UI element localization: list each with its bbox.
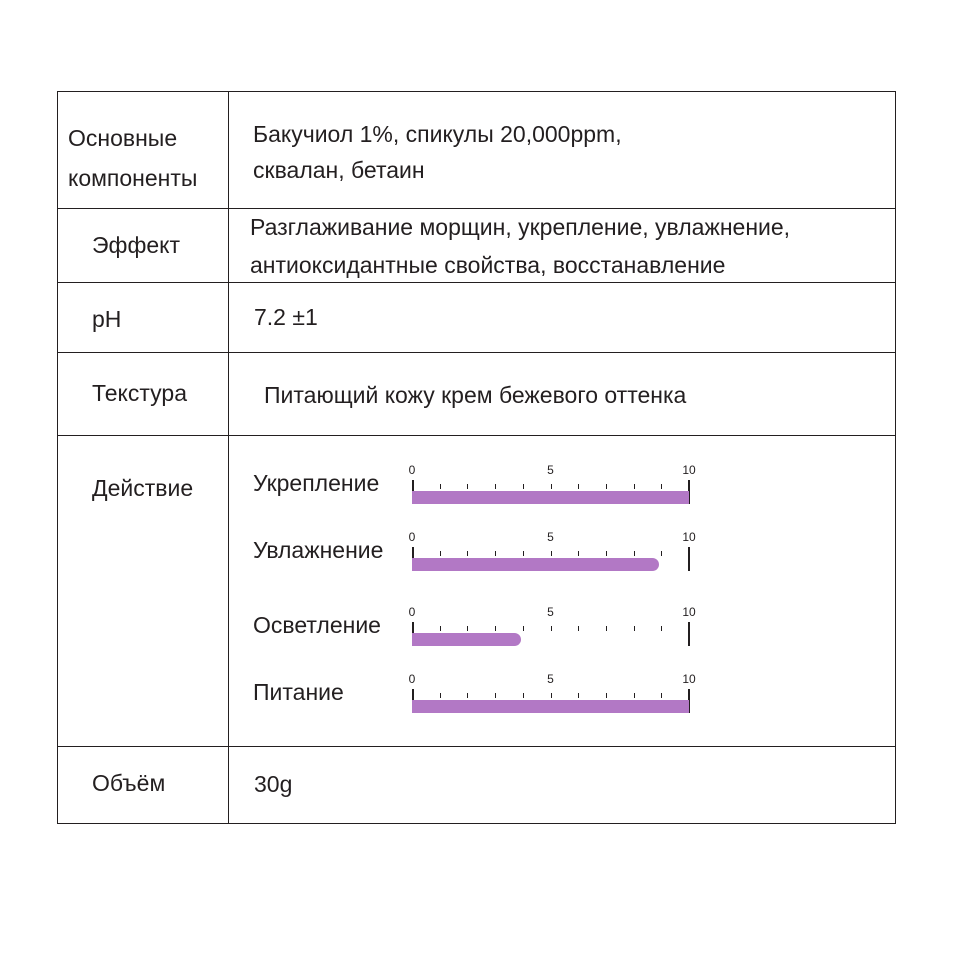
tick-mark (551, 693, 552, 698)
scale-number: 10 (682, 605, 696, 619)
effect-label: Эффект (92, 232, 181, 258)
row-texture (58, 353, 895, 436)
label-cell (58, 209, 229, 282)
product-spec-table (57, 91, 896, 824)
effect-value-line1: Разглаживание морщин, укрепление, увлажнение, (250, 214, 791, 240)
tick-mark (523, 693, 524, 698)
texture-value: Питающий кожу крем бежевого оттенка (264, 382, 687, 408)
tick-mark (578, 551, 579, 556)
tick-mark (440, 551, 441, 556)
gauge-bar (412, 558, 659, 571)
tick-mark (551, 626, 552, 631)
scale-number: 5 (547, 463, 554, 477)
ph-label: pH (92, 306, 122, 332)
gauge-bar (412, 491, 689, 504)
row-ph (58, 283, 895, 353)
scale-number: 0 (408, 530, 416, 544)
tick-mark (606, 693, 607, 698)
tick-mark (467, 484, 468, 489)
value-cell (229, 283, 895, 352)
tick-mark (606, 626, 607, 631)
volume-label: Объём (92, 770, 166, 796)
scale-number: 10 (682, 530, 696, 544)
gauge-label: Осветление (253, 612, 381, 638)
gauge-bar (412, 700, 689, 713)
tick-mark (634, 484, 635, 489)
label-cell (58, 747, 229, 823)
action-label: Действие (92, 475, 194, 501)
volume-value: 30g (254, 771, 293, 797)
tick-mark (634, 551, 635, 556)
tick-mark (467, 551, 468, 556)
components-label-line1: Основные (68, 125, 178, 151)
gauge-label: Питание (253, 679, 344, 705)
tick-mark (523, 626, 524, 631)
label-cell (58, 283, 229, 352)
scale-number: 0 (408, 463, 416, 477)
value-cell (229, 747, 895, 823)
gauge-label: Увлажнение (253, 537, 384, 563)
scale-number: 0 (408, 605, 416, 619)
tick-mark (440, 484, 441, 489)
row-effect (58, 209, 895, 283)
tick-mark (578, 626, 579, 631)
tick-mark (467, 693, 468, 698)
gauge-label: Укрепление (253, 470, 380, 496)
tick-mark (523, 551, 524, 556)
tick-mark (495, 551, 496, 556)
label-cell (58, 353, 229, 435)
scale-number: 10 (682, 672, 696, 686)
tick-mark (440, 626, 441, 631)
tick-mark (551, 484, 552, 489)
row-volume (58, 747, 895, 823)
scale-end-mark (688, 547, 690, 571)
tick-mark (578, 484, 579, 489)
components-value-line1: Бакучиол 1%, спикулы 20,000ppm, (253, 121, 622, 147)
scale-number: 0 (408, 672, 416, 686)
ph-value: 7.2 ±1 (254, 304, 318, 330)
scale-number: 10 (682, 463, 696, 477)
tick-mark (661, 484, 662, 489)
scale-number: 5 (547, 530, 554, 544)
tick-mark (606, 484, 607, 489)
tick-mark (551, 551, 552, 556)
tick-mark (578, 693, 579, 698)
tick-mark (634, 693, 635, 698)
tick-mark (467, 626, 468, 631)
effect-value-line2: антиоксидантные свойства, восстанавление (250, 252, 726, 278)
tick-mark (661, 551, 662, 556)
components-label-line2: компоненты (68, 165, 198, 191)
tick-mark (661, 626, 662, 631)
tick-mark (523, 484, 524, 489)
value-cell (229, 209, 895, 282)
texture-label: Текстура (92, 380, 187, 406)
label-cell (58, 92, 229, 208)
tick-mark (495, 484, 496, 489)
components-value-line2: сквалан, бетаин (253, 157, 425, 183)
scale-number: 5 (547, 605, 554, 619)
scale-end-mark (688, 622, 690, 646)
value-cell (229, 353, 895, 435)
tick-mark (661, 693, 662, 698)
tick-mark (634, 626, 635, 631)
tick-mark (495, 626, 496, 631)
row-components (58, 92, 895, 209)
tick-mark (606, 551, 607, 556)
gauge-bar (412, 633, 521, 646)
tick-mark (440, 693, 441, 698)
tick-mark (495, 693, 496, 698)
scale-number: 5 (547, 672, 554, 686)
label-cell (58, 436, 229, 746)
value-cell (229, 92, 895, 208)
